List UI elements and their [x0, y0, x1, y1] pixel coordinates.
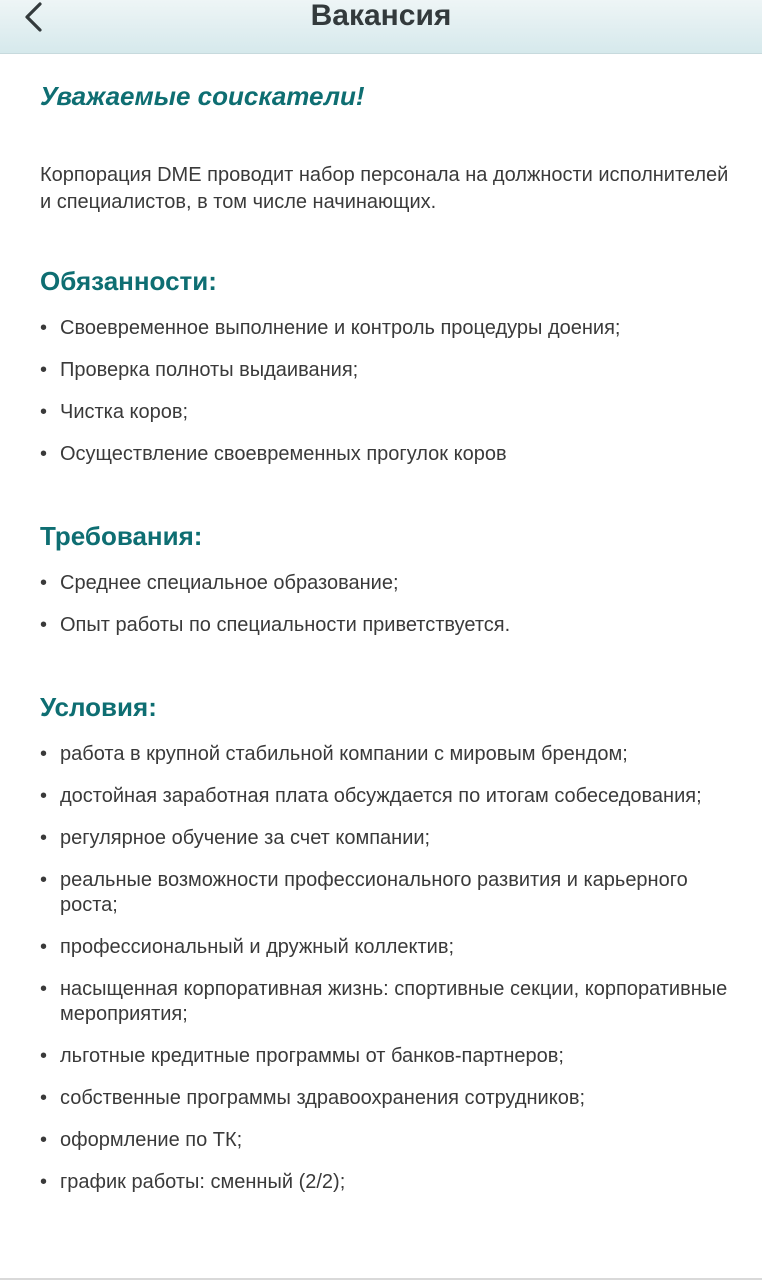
greeting-heading: Уважаемые соискатели! — [40, 81, 365, 111]
list-item: • оформление по ТК; — [40, 1129, 243, 1151]
list-item: • Чистка коров; — [40, 401, 189, 423]
bullet: • — [40, 743, 48, 765]
intro-text: Корпорация DME проводит набор персонала на должности исполнителей и специалистов, в том числе начинающих. — [40, 164, 729, 213]
duties-list — [40, 316, 730, 467]
list-item: • работа в крупной стабильной компании с мировым брендом; — [40, 743, 628, 765]
duties-title: Обязанности: — [40, 266, 217, 296]
requirements-list — [40, 571, 730, 638]
bullet: • — [40, 572, 48, 594]
bullet: • — [40, 978, 48, 1000]
bullet: • — [40, 1129, 48, 1151]
page-title: Вакансия — [310, 0, 452, 32]
list-item: • Среднее специальное образование; — [40, 572, 399, 594]
bullet: • — [40, 1045, 48, 1067]
vacancy-content — [40, 78, 730, 1212]
bullet: • — [40, 869, 48, 891]
duties-section — [40, 264, 730, 467]
conditions-list — [40, 742, 730, 1195]
list-item: • Осуществление своевременных прогулок коров — [40, 443, 507, 465]
list-item: • профессиональный и дружный коллектив; — [40, 936, 455, 958]
bullet: • — [40, 317, 48, 339]
bullet: • — [40, 359, 48, 381]
list-item: • льготные кредитные программы от банков-партнеров; — [40, 1045, 564, 1067]
conditions-title: Условия: — [40, 692, 157, 722]
list-item: • реальные возможности профессионального развития и карьерного роста; — [40, 869, 688, 916]
bullet: • — [40, 614, 48, 636]
bullet: • — [40, 1171, 48, 1193]
bullet: • — [40, 827, 48, 849]
requirements-title: Требования: — [40, 521, 203, 551]
list-item: • насыщенная корпоративная жизнь: спортивные секции, корпоративные мероприятия; — [40, 978, 728, 1025]
bullet: • — [40, 936, 48, 958]
list-item: • Проверка полноты выдаивания; — [40, 359, 359, 381]
list-item: • график работы: сменный (2/2); — [40, 1171, 346, 1193]
bullet: • — [40, 443, 48, 465]
list-item: • собственные программы здравоохранения сотрудников; — [40, 1087, 586, 1109]
list-item: • Опыт работы по специальности приветствуется. — [40, 614, 511, 636]
bullet: • — [40, 401, 48, 423]
bullet: • — [40, 1087, 48, 1109]
bullet: • — [40, 785, 48, 807]
list-item: • достойная заработная плата обсуждается по итогам собеседования; — [40, 785, 702, 807]
requirements-section — [40, 519, 730, 638]
list-item: • Своевременное выполнение и контроль процедуры доения; — [40, 317, 621, 339]
list-item: • регулярное обучение за счет компании; — [40, 827, 431, 849]
conditions-section — [40, 690, 730, 1195]
nav-bar — [0, 0, 762, 54]
